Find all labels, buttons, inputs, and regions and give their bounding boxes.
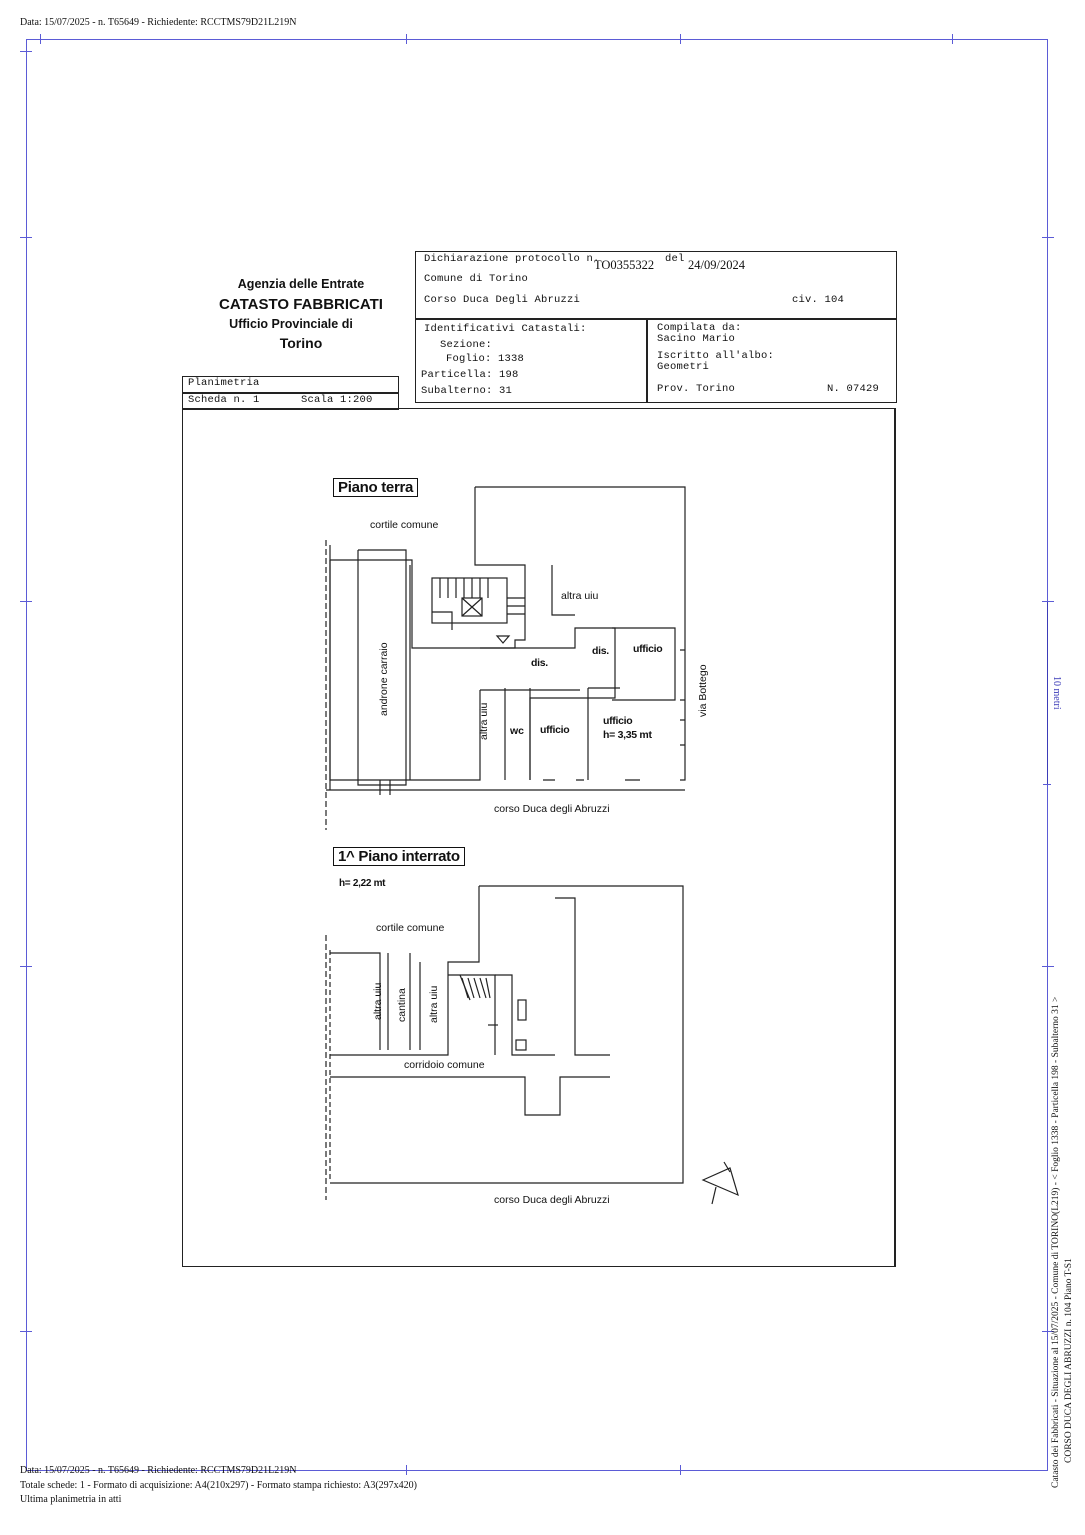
ground-height-label: h= 3,35 mt <box>603 729 652 741</box>
catasto-title: CATASTO FABBRICATI <box>219 296 383 313</box>
identifiers-heading: Identificativi Catastali: <box>424 323 587 335</box>
via-bottego-label: via Bottego <box>697 664 709 717</box>
subalterno-label: Subalterno: 31 <box>421 385 513 397</box>
corridoio-label: corridoio comune <box>404 1059 485 1071</box>
altra-uiu-top-label: altra uiu <box>561 590 599 602</box>
side-text-line2: CORSO DUCA DEGLI ABRUZZI n. 104 Piano T-S1 <box>1064 1258 1074 1463</box>
footer-line3: Ultima planimetria in atti <box>20 1494 122 1505</box>
altra-uiu-left-label: altra uiu <box>478 702 490 740</box>
header-request-info: Data: 15/07/2025 - n. T65649 - Richiedente: RCCTMS79D21L219N <box>20 17 297 28</box>
compiler-name: Sacino Mario <box>657 333 736 345</box>
altra-uiu-basement-1: altra uiu <box>372 982 384 1020</box>
ufficio-right-label: ufficio <box>603 715 633 727</box>
footer-line2: Totale schede: 1 - Formato di acquisizione: A4(210x297) - Formato stampa richiesto: A3(297x420) <box>20 1480 417 1491</box>
ground-floor-title: Piano terra <box>333 478 418 497</box>
province-label: Prov. Torino <box>657 383 736 395</box>
cantina-label: cantina <box>396 988 408 1022</box>
comune-label: Comune di Torino <box>424 273 529 285</box>
foglio-label: Foglio: 1338 <box>446 353 525 365</box>
particella-label: Particella: 198 <box>421 369 519 381</box>
civic-number: civ. 104 <box>792 294 845 306</box>
planimetria-label: Planimetria <box>188 377 260 389</box>
protocol-label: Dichiarazione protocollo n. <box>424 253 600 265</box>
protocol-number: TO0355322 <box>594 258 655 272</box>
corso-label-basement: corso Duca degli Abruzzi <box>494 1194 610 1206</box>
scheda-label: Scheda n. 1 <box>188 394 260 406</box>
compiler-heading: Compilata da: <box>657 322 742 334</box>
footer-line1: Data: 15/07/2025 - n. T65649 - Richiedente: RCCTMS79D21L219N <box>20 1465 297 1476</box>
ufficio-label: Ufficio Provinciale di <box>229 317 353 331</box>
side-text-line1: Catasto dei Fabbricati - Situazione al 15/07/2025 - Comune di TORINO(L219) - < Foglio 1338 - Particella 198 - Subalterno 31 > <box>1051 996 1061 1488</box>
agency-city: Torino <box>279 335 323 351</box>
cortile-label-basement: cortile comune <box>376 922 445 934</box>
dis-label-2: dis. <box>592 645 609 657</box>
profession-label: Geometri <box>657 361 710 373</box>
scala-label: Scala 1:200 <box>301 394 373 406</box>
cortile-label-ground: cortile comune <box>370 519 439 531</box>
albo-label: Iscritto all'albo: <box>657 350 775 362</box>
androne-label: androne carraio <box>378 642 390 716</box>
agency-name: Agenzia delle Entrate <box>237 277 365 291</box>
del-label: del <box>665 253 685 265</box>
wc-label: wc <box>510 725 525 737</box>
registration-number: N. 07429 <box>827 383 880 395</box>
altra-uiu-basement-2: altra uiu <box>428 985 440 1023</box>
scale-bar-label: 10 metri <box>1051 676 1062 710</box>
dis-label-1: dis. <box>531 657 548 669</box>
basement-height-label: h= 2,22 mt <box>339 878 386 889</box>
ufficio-mid-label: ufficio <box>540 724 570 736</box>
ufficio-top-label: ufficio <box>633 643 663 655</box>
declaration-date: 24/09/2024 <box>688 258 745 272</box>
corso-label-ground: corso Duca degli Abruzzi <box>494 803 610 815</box>
basement-title: 1^ Piano interrato <box>333 847 465 866</box>
sezione-label: Sezione: <box>440 339 493 351</box>
address-label: Corso Duca Degli Abruzzi <box>424 294 581 306</box>
